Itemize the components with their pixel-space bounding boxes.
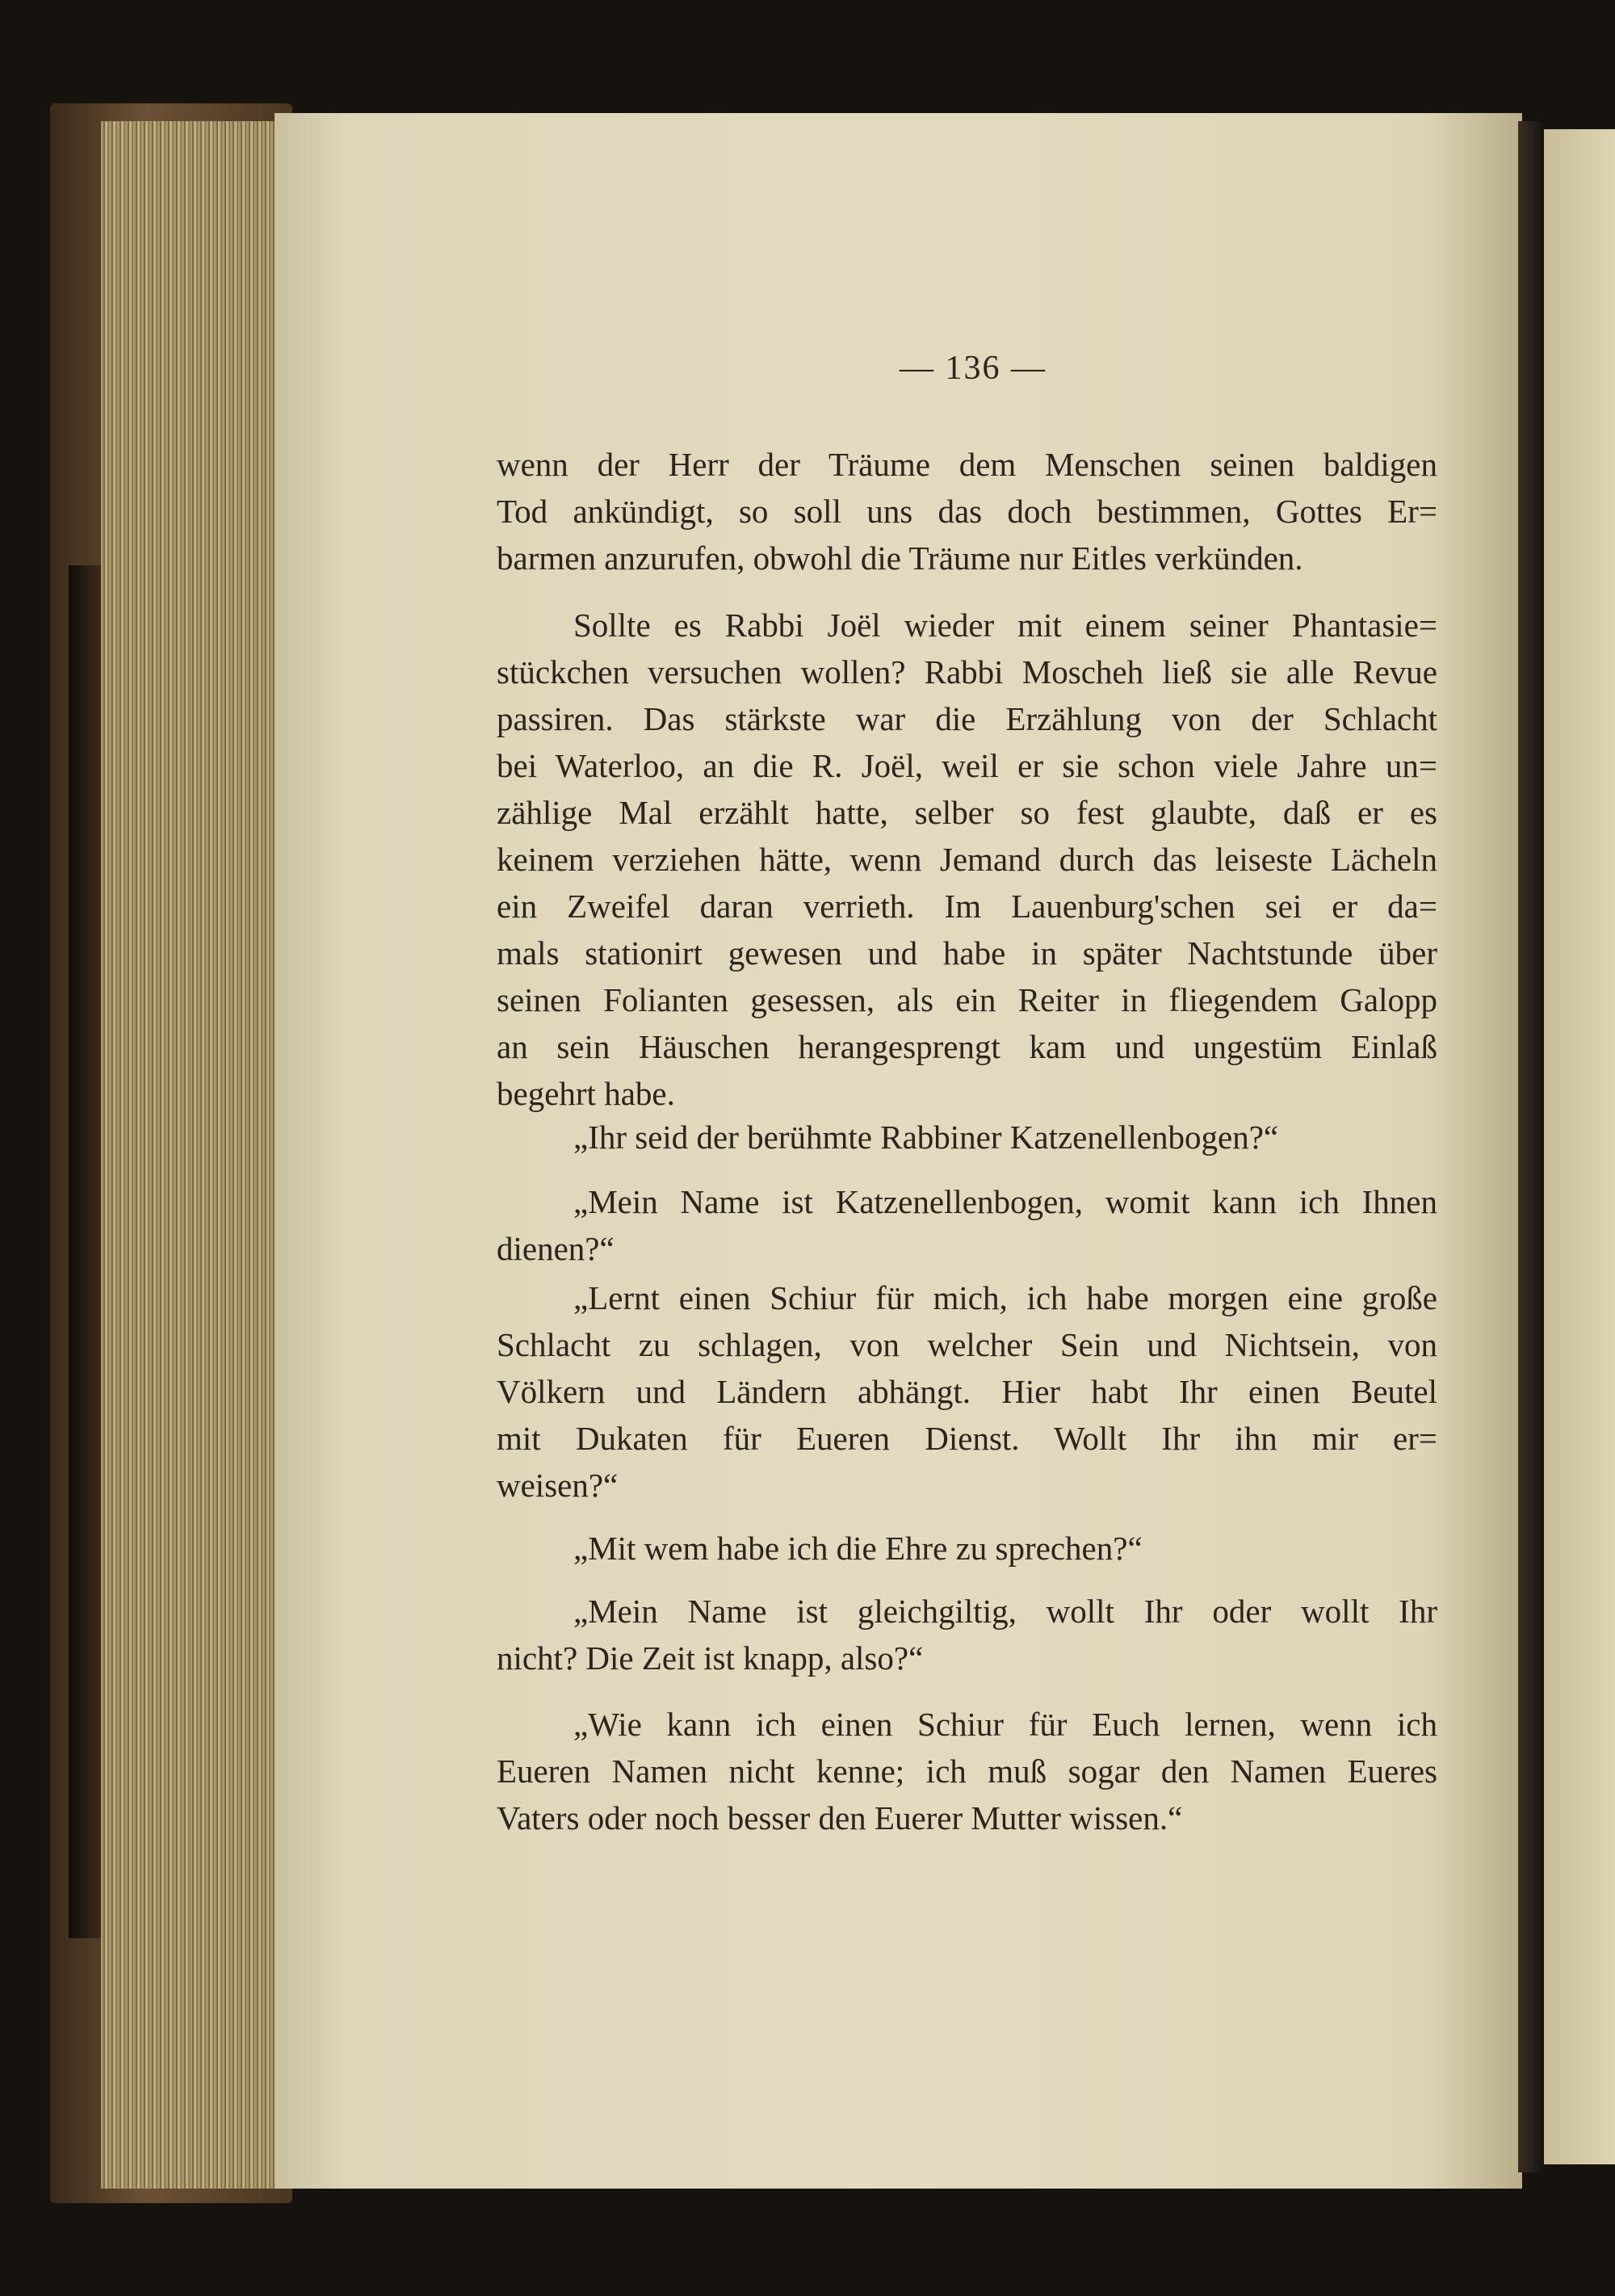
text-line: „Ihr seid der berühmte Rabbiner Katzenellenbogen?“ — [573, 1119, 1279, 1156]
text-line: seinen Folianten gesessen, als ein Reiter in fliegendem Galopp — [497, 981, 1437, 1018]
text-line: Schlacht zu schlagen, von welcher Sein und Nichtsein, von — [497, 1326, 1437, 1363]
text-line: barmen anzurufen, obwohl die Träume nur Eitles verkünden. — [497, 539, 1303, 577]
text-line: keinem verziehen hätte, wenn Jemand durch das leiseste Lächeln — [497, 841, 1437, 878]
text-line: mit Dukaten für Eueren Dienst. Wollt Ihr ihn mir er= — [497, 1420, 1437, 1457]
paragraph — [497, 1701, 1437, 1841]
page-fore-edge — [101, 121, 283, 2189]
text-line: an sein Häuschen herangesprengt kam und ungestüm Einlaß — [497, 1028, 1437, 1065]
text-line: stückchen versuchen wollen? Rabbi Moscheh ließ sie alle Revue — [497, 653, 1437, 690]
text-line: ein Zweifel daran verrieth. Im Lauenburg'schen sei er da= — [497, 888, 1437, 925]
paragraph — [497, 441, 1437, 581]
text-line: Sollte es Rabbi Joël wieder mit einem seiner Phantasie= — [573, 607, 1437, 644]
text-line: mals stationirt gewesen und habe in später Nachtstunde über — [497, 934, 1437, 972]
text-line: Tod ankündigt, so soll uns das doch bestimmen, Gottes Er= — [497, 493, 1437, 530]
text-line: zählige Mal erzählt hatte, selber so fest glaubte, daß er es — [497, 794, 1437, 831]
text-line: dienen?“ — [497, 1230, 615, 1267]
paragraph — [497, 1114, 1437, 1161]
text-line: wenn der Herr der Träume dem Menschen seinen baldigen — [497, 446, 1437, 483]
text-line: begehrt habe. — [497, 1075, 675, 1112]
text-line: „Mein Name ist gleichgiltig, wollt Ihr oder wollt Ihr — [573, 1593, 1437, 1630]
paragraph — [497, 1588, 1437, 1681]
text-line: „Lernt einen Schiur für mich, ich habe morgen eine große — [573, 1279, 1437, 1316]
cover-shadow — [69, 565, 101, 1938]
paragraph — [497, 1178, 1437, 1272]
paragraph — [497, 602, 1437, 1117]
text-line: Völkern und Ländern abhängt. Hier habt Ihr einen Beutel — [497, 1373, 1437, 1410]
text-line: „Mein Name ist Katzenellenbogen, womit kann ich Ihnen — [573, 1183, 1437, 1220]
page-number: — 136 — — [900, 350, 1047, 387]
facing-page — [1544, 129, 1615, 2164]
text-line: weisen?“ — [497, 1467, 619, 1504]
text-line: passiren. Das stärkste war die Erzählung von der Schlacht — [497, 700, 1437, 737]
text-line: bei Waterloo, an die R. Joël, weil er sie schon viele Jahre un= — [497, 747, 1437, 784]
text-line: nicht? Die Zeit ist knapp, also?“ — [497, 1639, 924, 1677]
text-line: „Wie kann ich einen Schiur für Euch lernen, wenn ich — [573, 1706, 1437, 1743]
paragraph — [497, 1274, 1437, 1509]
paragraph — [497, 1525, 1437, 1572]
text-line: „Mit wem habe ich die Ehre zu sprechen?“ — [573, 1530, 1143, 1567]
text-line: Vaters oder noch besser den Euerer Mutter wissen.“ — [497, 1799, 1183, 1836]
text-line: Eueren Namen nicht kenne; ich muß sogar den Namen Eueres — [497, 1752, 1437, 1790]
book-gutter — [1518, 121, 1546, 2172]
